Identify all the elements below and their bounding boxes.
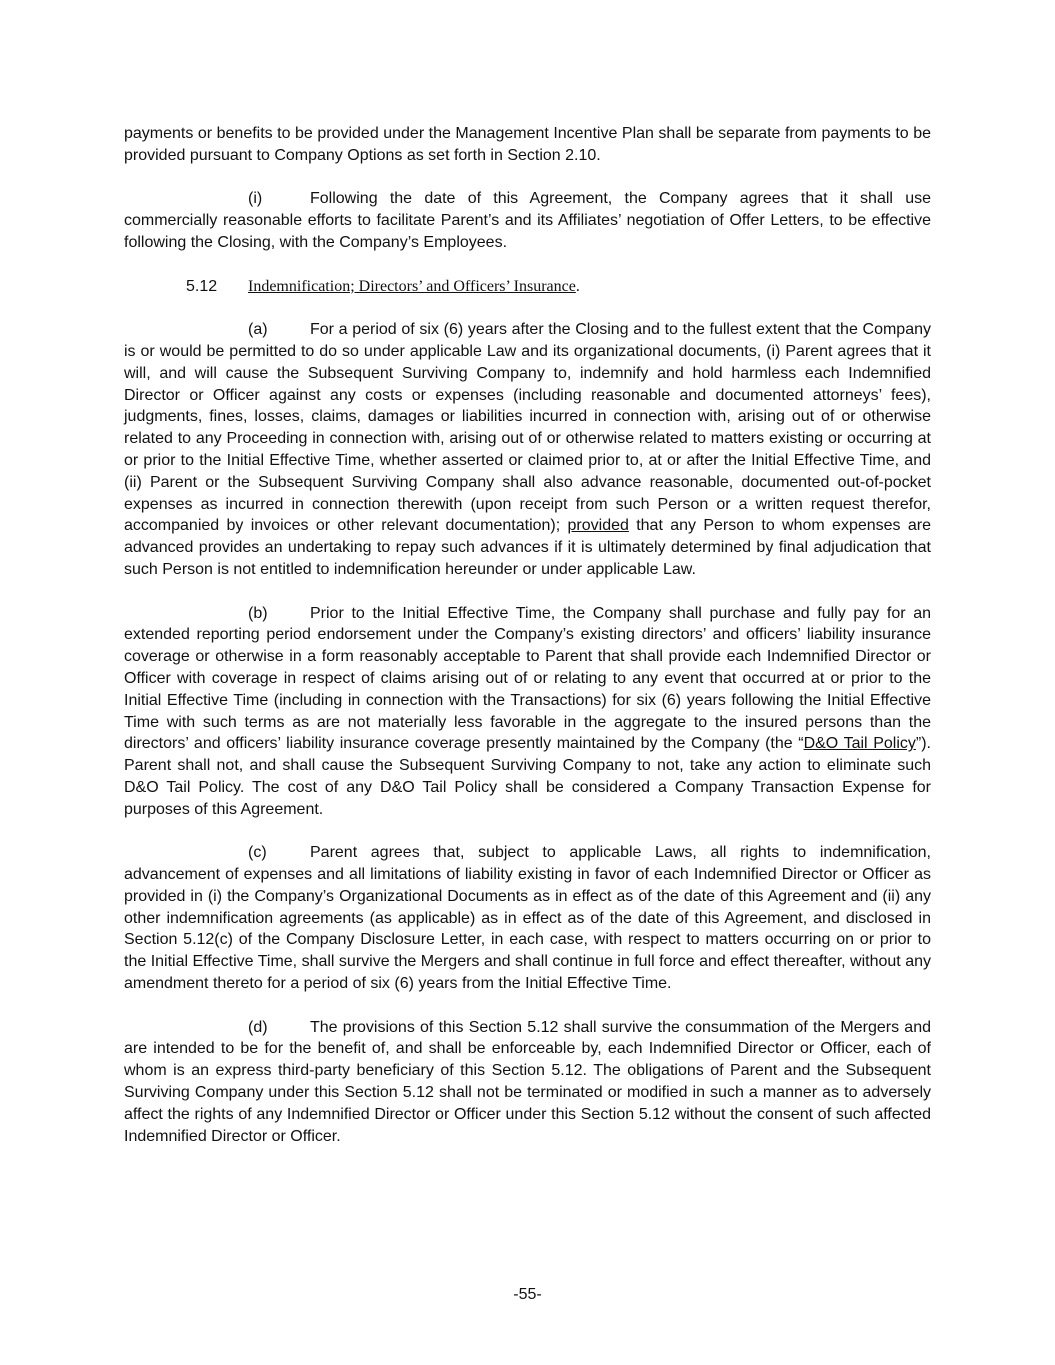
defined-term-do-tail-policy: D&O Tail Policy [803, 735, 916, 753]
intro-text: payments or benefits to be provided under the Management Incentive Plan shall be separate from payments to be provided pursuant to Company Options as set forth in Section 2.10. [124, 125, 931, 164]
paragraph-b [124, 603, 931, 821]
paragraph-i-text: Following the date of this Agreement, the Company agrees that it shall use commercially reasonable efforts to facilitate Parent’s and its Affiliates’ negotiation of Offer Letters, to be effective following the Closing, with the Company’s Employees. [124, 190, 931, 251]
section-number: 5.12 [186, 277, 218, 295]
paragraph-d-text: The provisions of this Section 5.12 shall survive the consummation of the Mergers and are intended to be for the benefit of, and shall be enforceable by, each Indemnified Director or Officer, each of whom is an express third-party beneficiary of this Section 5.12. The obligations of Parent and the Subsequent Surviving Company under this Section 5.12 shall not be terminated or modified in such a manner as to adversely affect the rights of any Indemnified Director or Officer under this Section 5.12 without the consent of such affected Indemnified Director or Officer. [124, 1018, 931, 1145]
paragraph-i [124, 188, 931, 253]
paragraph-d [124, 1017, 931, 1148]
paragraph-a-label: (a) [248, 321, 268, 339]
paragraph-c [124, 842, 931, 995]
paragraph-i-label: (i) [248, 190, 263, 208]
paragraph-a-text-before: For a period of six (6) years after the Closing and to the fullest extent that the Company is or would be permitted to do so under applicable Law and its organizational documents, (i) Parent agrees that it will, and will cause the Subsequent Surviving Company to, indemnify and hold harmless each Indemnified Director or Officer against any costs or expenses (including reasonable and documented attorneys’ fees), judgments, fines, losses, claims, damages or liabilities incurred in connection with, arising out of or otherwise related to any Proceeding in connection with, arising out of or otherwise related to matters existing or occurring at or prior to the Initial Effective Time, whether asserted or claimed prior to, at or after the Initial Effective Time, and (ii) Parent or the Subsequent Surviving Company shall also advance reasonable, documented out-of-pocket expenses as incurred in connection therewith (upon receipt from such Person or a written request therefor, accompanied by invoices or other relevant documentation); [124, 321, 931, 535]
paragraph-c-label: (c) [248, 844, 267, 862]
section-title-suffix: . [575, 277, 580, 295]
paragraph-b-text-after: ”). Parent shall not, and shall cause the Subsequent Surviving Company to not, take any action to eliminate such D&O Tail Policy. The cost of any D&O Tail Policy shall be considered a Company Transaction Expense for purposes of this Agreement. [124, 735, 931, 818]
document-page [124, 123, 931, 1169]
paragraph-a [124, 319, 931, 581]
section-heading [124, 276, 931, 298]
paragraph-b-label: (b) [248, 604, 268, 622]
section-title: Indemnification; Directors’ and Officers’ Insurance [248, 277, 576, 295]
intro-paragraph [124, 123, 931, 167]
page-number: -55- [513, 1286, 542, 1303]
paragraph-c-text: Parent agrees that, subject to applicable Laws, all rights to indemnification, advancement of expenses and all limitations of liability existing in favor of each Indemnified Director or Officer as provided in (i) the Company’s Organizational Documents as in effect as of the date of this Agreement and (ii) any other indemnification agreements (as applicable) as in effect as of the date of this Agreement, and disclosed in Section 5.12(c) of the Company Disclosure Letter, in each case, with respect to matters occurring on or prior to the Initial Effective Time, shall survive the Mergers and shall continue in full force and effect thereafter, without any amendment thereto for a period of six (6) years from the Initial Effective Time. [124, 844, 931, 993]
paragraph-b-text-before: Prior to the Initial Effective Time, the Company shall purchase and fully pay for an extended reporting period endorsement under the Company’s existing directors’ and officers’ liability insurance coverage or otherwise in a form reasonably acceptable to Parent that shall provide each Indemnified Director or Officer with coverage in respect of claims arising out of or relating to any event that occurred at or prior to the Initial Effective Time (including in connection with the Transactions) for six (6) years following the Initial Effective Time with such terms as are not materially less favorable in the aggregate to the insured persons than the directors’ and officers’ liability insurance coverage presently maintained by the Company (the “ [124, 604, 931, 753]
paragraph-d-label: (d) [248, 1018, 268, 1036]
provided-term: provided [567, 517, 629, 535]
paragraph-a-text-after: that any Person to whom expenses are advanced provides an undertaking to repay such advances if it is ultimately determined by final adjudication that such Person is not entitled to indemnification hereunder or under applicable Law. [124, 517, 932, 578]
